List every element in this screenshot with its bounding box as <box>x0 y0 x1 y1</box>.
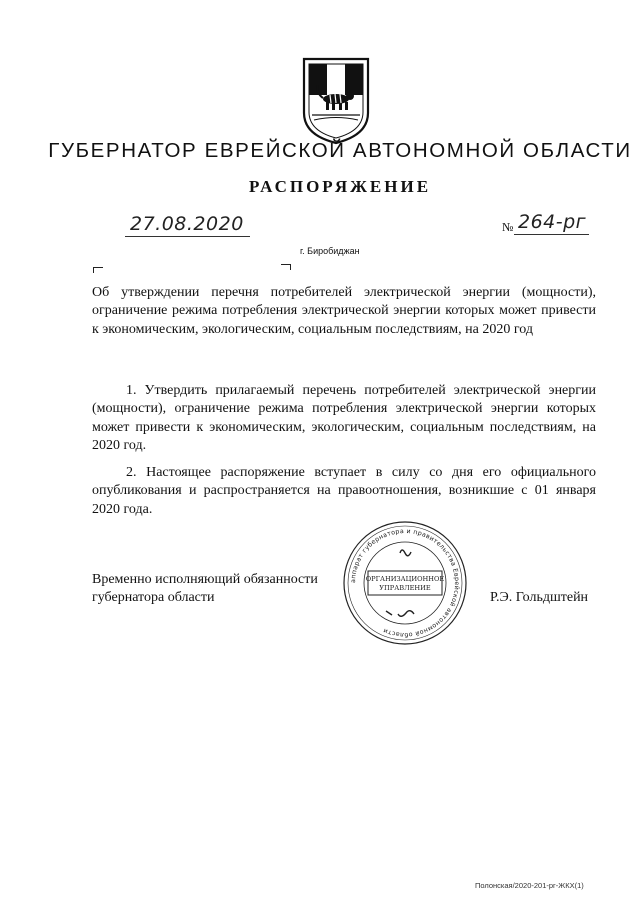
paragraph-item-1: 1. Утвердить прилагаемый перечень потребителей электрической энергии (мощности), ограничение режима потребления электрической энергии которых может привести к экономическим, экологическим, социальным последствиям, на 2020 год. <box>92 383 596 454</box>
city: г. Биробиджан <box>300 246 360 256</box>
document-footer-code: Полонская/2020-201-рг-ЖКХ(1) <box>475 881 584 890</box>
paragraph-item-2: 2. Настоящее распоряжение вступает в силу со дня его официального опубликования и распространяется на правоотношения, возникшие с 01 января 2020 года. <box>92 465 596 517</box>
document-date: 27.08.2020 <box>130 213 244 235</box>
document-number: 264-рг <box>518 211 587 233</box>
subject-corner-left <box>93 267 103 273</box>
svg-text:УПРАВЛЕНИЕ: УПРАВЛЕНИЕ <box>379 584 431 592</box>
subject-title: Об утверждении перечня потребителей электрической энергии (мощности), ограничение режима потребления электрической энергии которых может привести к экономическим, экологическим, социальным последствиям, на 2020 год <box>92 285 596 337</box>
authority-title: ГУБЕРНАТОР ЕВРЕЙСКОЙ АВТОНОМНОЙ ОБЛАСТИ <box>48 139 632 162</box>
official-seal <box>340 519 470 647</box>
signatory-name: Р.Э. Гольдштейн <box>490 590 589 605</box>
signatory-role: Временно исполняющий обязанности губернатора области <box>92 572 318 606</box>
coat-of-arms-emblem <box>300 55 372 145</box>
date-underline <box>125 236 250 237</box>
number-underline <box>514 234 589 235</box>
svg-text:ОРГАНИЗАЦИОННОЕ: ОРГАНИЗАЦИОННОЕ <box>365 575 445 583</box>
document-type: РАСПОРЯЖЕНИЕ <box>248 177 432 196</box>
number-prefix: № <box>502 220 514 234</box>
subject-corner-right <box>281 264 291 270</box>
svg-text:аппарат губернатора и правител: аппарат губернатора и правительства Еврейской автономной области <box>349 527 461 639</box>
